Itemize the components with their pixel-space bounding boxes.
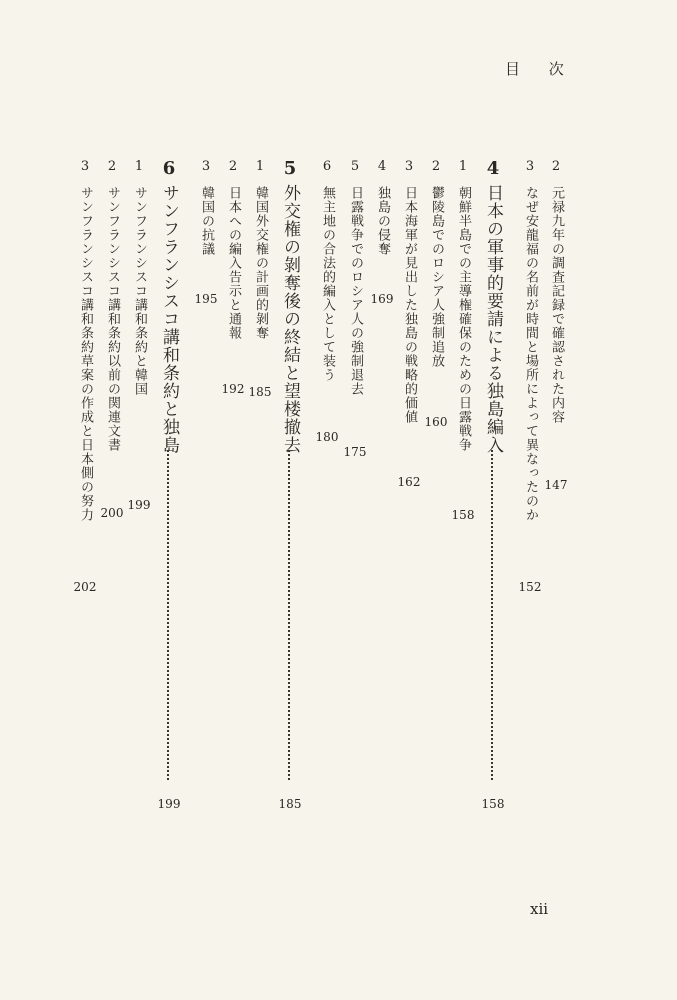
section-number: 2	[107, 159, 117, 174]
section-number: 2	[551, 159, 561, 174]
section-number: 3	[80, 159, 90, 174]
section-number: 6	[322, 159, 332, 174]
toc-entry	[128, 160, 150, 980]
section-title: サンフランシスコ講和条約と韓国	[132, 186, 147, 396]
toc-entry	[425, 160, 447, 980]
section-title: サンフランシスコ講和条約草案の作成と日本側の努力	[78, 186, 93, 522]
page-reference: 162	[397, 475, 421, 489]
section-title: 朝鮮半島での主導権確保のための日露戦争	[456, 186, 471, 452]
section-number: 2	[228, 159, 238, 174]
page-reference: 199	[157, 797, 181, 811]
toc-entry	[545, 160, 567, 980]
page-reference: 185	[278, 797, 302, 811]
section-number: 5	[350, 159, 360, 174]
page-reference: 160	[424, 415, 448, 429]
section-title: サンフランシスコ講和条約以前の関連文書	[105, 186, 120, 452]
page-reference: 192	[221, 382, 245, 396]
page-reference: 175	[343, 445, 367, 459]
toc-entry	[452, 160, 474, 980]
dot-leader	[167, 450, 171, 780]
section-title: 韓国外交権の計画的剝奪	[253, 186, 268, 340]
section-number: 1	[255, 159, 265, 174]
toc-entry	[398, 160, 420, 980]
section-title: 鬱陵島でのロシア人強制追放	[429, 186, 444, 368]
toc-entry	[371, 160, 393, 980]
toc-entry	[344, 160, 366, 980]
page-number: xii	[530, 900, 549, 918]
dot-leader	[288, 450, 292, 780]
section-number: 3	[404, 159, 414, 174]
section-title: 日本への編入告示と通報	[226, 186, 241, 340]
chapter-number: 6	[162, 158, 176, 179]
toc-entry	[222, 160, 244, 980]
page-reference: 185	[248, 385, 272, 399]
section-title: 日露戦争でのロシア人の強制退去	[348, 186, 363, 396]
section-title: なぜ安龍福の名前が時間と場所によって異なったのか	[523, 186, 538, 522]
section-title: 日本海軍が見出した独島の戦略的価値	[402, 186, 417, 424]
section-title: 元禄九年の調査記録で確認された内容	[549, 186, 564, 424]
page-reference: 147	[544, 478, 568, 492]
toc-entry	[101, 160, 123, 980]
chapter-title: 外交権の剝奪後の終結と望楼撤去	[280, 184, 300, 454]
page-reference: 158	[481, 797, 505, 811]
chapter-number: 5	[283, 158, 297, 179]
dot-leader	[491, 450, 495, 780]
toc-entry	[74, 160, 96, 980]
chapter-entry	[482, 160, 504, 980]
chapter-entry	[279, 160, 301, 980]
page-reference: 199	[127, 498, 151, 512]
section-number: 1	[458, 159, 468, 174]
toc-entry	[195, 160, 217, 980]
section-number: 3	[201, 159, 211, 174]
chapter-title: 日本の軍事的要請による独島編入	[483, 184, 503, 454]
section-number: 1	[134, 159, 144, 174]
toc-entry	[249, 160, 271, 980]
page-reference: 158	[451, 508, 475, 522]
page-reference: 169	[370, 292, 394, 306]
section-title: 韓国の抗議	[199, 186, 214, 256]
chapter-entry	[158, 160, 180, 980]
section-title: 独島の侵奪	[375, 186, 390, 256]
section-number: 3	[525, 159, 535, 174]
toc-entry	[519, 160, 541, 980]
section-title: 無主地の合法的編入として装う	[320, 186, 335, 382]
page-reference: 200	[100, 506, 124, 520]
chapter-number: 4	[486, 158, 500, 179]
page-title: 目 次	[505, 60, 576, 78]
page-reference: 202	[73, 580, 97, 594]
page-reference: 195	[194, 292, 218, 306]
page-reference: 180	[315, 430, 339, 444]
toc-entry	[316, 160, 338, 980]
section-number: 2	[431, 159, 441, 174]
page-reference: 152	[518, 580, 542, 594]
section-number: 4	[377, 159, 387, 174]
chapter-title: サンフランシスコ講和条約と独島	[159, 184, 179, 454]
